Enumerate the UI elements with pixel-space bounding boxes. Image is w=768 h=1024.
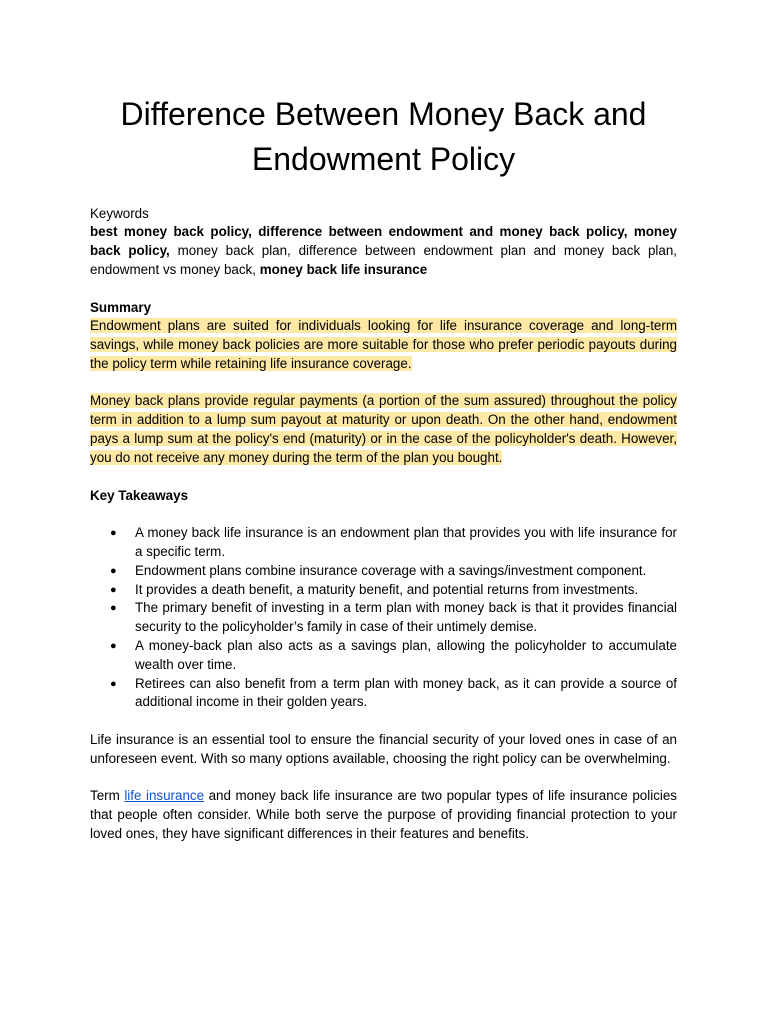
bullet-icon: ● xyxy=(110,527,117,540)
keywords-bold-2: money back life insurance xyxy=(259,261,428,277)
list-item-text: Endowment plans combine insurance coverage with a savings/investment component. xyxy=(135,562,647,578)
document-page xyxy=(90,0,677,844)
list-item xyxy=(110,562,677,581)
keywords-label: Keywords xyxy=(90,206,149,221)
page-title xyxy=(90,92,677,182)
body-paragraph-2 xyxy=(90,787,677,843)
list-item-text: Retirees can also benefit from a term plan with money back, as it can provide a source of additional income in their golden years. xyxy=(135,675,677,710)
bullet-icon: ● xyxy=(110,677,117,690)
key-takeaways-label: Key Takeaways xyxy=(90,488,189,504)
list-item-text: A money back life insurance is an endowment plan that provides you with life insurance for a specific term. xyxy=(135,525,677,559)
keywords-bold-1: best money back policy, difference between endowment and money back policy, money back policy, xyxy=(90,224,677,258)
keywords-plain: money back plan, difference between endowment plan and money back plan, endowment vs money back, xyxy=(90,242,677,277)
title-line-1: Difference Between Money Back and xyxy=(120,96,647,132)
list-item xyxy=(110,581,677,600)
paragraph-2-prefix: Term xyxy=(90,788,125,804)
title-line-2: Endowment Policy xyxy=(251,141,516,177)
bullet-icon: ● xyxy=(110,602,117,615)
bullet-icon: ● xyxy=(110,583,117,596)
summary-highlight-1: Endowment plans are suited for individuals looking for life insurance coverage and long-term savings, while money back policies are more suitable for those who prefer periodic payouts during the policy term while retaining life insurance coverage. xyxy=(90,318,677,371)
body-paragraph-1: Life insurance is an essential tool to ensure the financial security of your loved ones in case of an unforeseen event. With so many options available, choosing the right policy can be overwhelming. xyxy=(90,731,677,766)
list-item xyxy=(110,599,677,637)
list-item-text: A money-back plan also acts as a savings plan, allowing the policyholder to accumulate wealth over time. xyxy=(135,637,677,672)
summary-highlight-2: Money back plans provide regular payments (a portion of the sum assured) throughout the policy term in addition to a lump sum payout at maturity or upon death. On the other hand, endowment pays a lump sum at the policy's end (maturity) or in the case of the policyholder's death. However, you do not receive any money during the term of the plan you bought. xyxy=(90,393,677,465)
list-item xyxy=(110,637,677,675)
summary-paragraph-2 xyxy=(90,392,677,467)
life-insurance-link[interactable]: life insurance xyxy=(124,788,205,804)
paragraph-2-suffix: and money back life insurance are two popular types of life insurance policies that people often consider. While both serve the purpose of providing financial protection to your loved ones, they have significant differences in their features and benefits. xyxy=(90,788,678,841)
bullet-icon: ● xyxy=(110,564,117,577)
key-takeaways-list xyxy=(90,524,677,712)
list-item-text: The primary benefit of investing in a term plan with money back is that it provides financial security to the policyholder’s family in case of their untimely demise. xyxy=(135,600,677,635)
bullet-icon: ● xyxy=(110,639,117,652)
list-item xyxy=(110,524,677,562)
summary-paragraph-1 xyxy=(90,317,677,373)
list-item-text: It provides a death benefit, a maturity benefit, and potential returns from investments. xyxy=(135,581,639,597)
keywords-paragraph xyxy=(90,223,677,279)
summary-label: Summary xyxy=(90,300,152,316)
list-item xyxy=(110,675,677,713)
